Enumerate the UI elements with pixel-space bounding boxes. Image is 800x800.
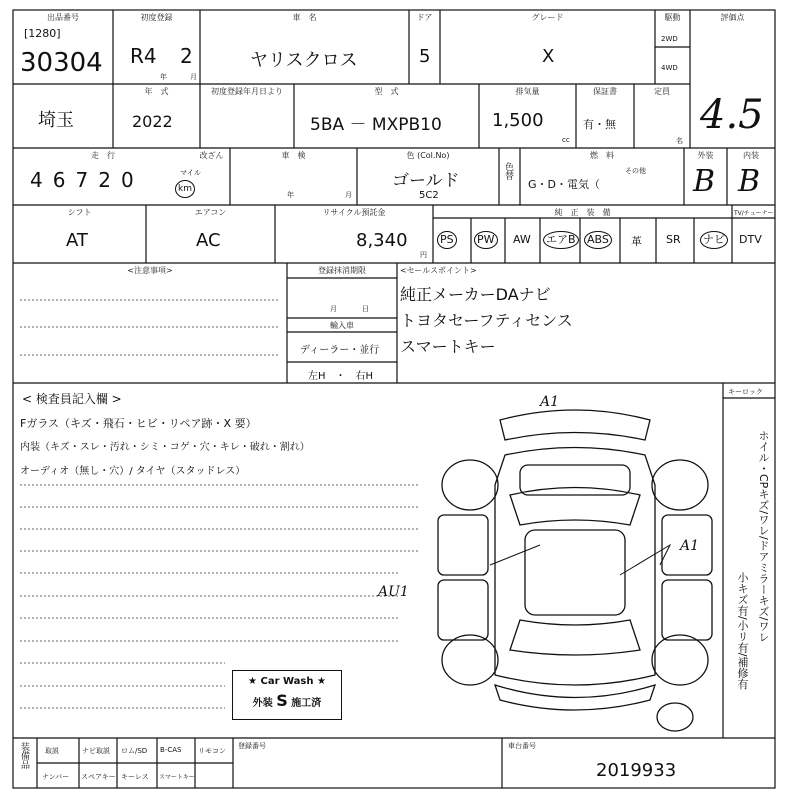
color-value: ゴールド bbox=[392, 171, 460, 191]
cc-label: 排気量 bbox=[515, 87, 540, 96]
roof-shape bbox=[525, 530, 625, 615]
car-diagram bbox=[430, 395, 720, 735]
mileage-digit: 4 bbox=[30, 168, 43, 192]
mileage-digit: 6 bbox=[52, 168, 66, 192]
mileage-digit: 7 bbox=[75, 168, 89, 192]
equip-sunroof: SR bbox=[666, 233, 681, 246]
grade-label: グレード bbox=[531, 13, 564, 22]
import-value: ディーラー・並行 bbox=[300, 345, 380, 356]
capacity-label: 定員 bbox=[654, 87, 670, 96]
mileage-label: 走 行 bbox=[91, 151, 115, 160]
reg-label: 初度登録 bbox=[140, 13, 173, 22]
capacity-unit: 名 bbox=[676, 137, 683, 145]
lot-sub: [1280] bbox=[24, 27, 61, 40]
exterior-label: 外装 bbox=[697, 151, 714, 160]
score-value: 4.5 bbox=[700, 92, 764, 138]
right-rear-door-shape bbox=[662, 580, 712, 640]
equip-leather: 革 bbox=[631, 235, 642, 248]
interior-label: 内装 bbox=[743, 151, 759, 160]
sales-point: 純正メーカーDAナビ bbox=[400, 285, 551, 304]
front-right-wheel-shape bbox=[652, 460, 708, 510]
recycle-value: 8,340 bbox=[356, 230, 408, 251]
equip-abs: ABS bbox=[584, 231, 612, 249]
car-wash-suffix: 施工済 bbox=[291, 698, 322, 709]
rear-right-wheel-shape bbox=[652, 635, 708, 685]
windshield-shape bbox=[510, 488, 640, 526]
rear-window-shape bbox=[510, 620, 640, 655]
sales-label: <セールスポイント> bbox=[400, 266, 477, 275]
car-wash-stamp bbox=[232, 670, 342, 720]
ac-value: AC bbox=[196, 230, 221, 251]
item-remote: リモコン bbox=[198, 747, 226, 755]
fuel-other: その他 bbox=[625, 167, 646, 175]
inspector-line-glass: Fガラス（キズ・飛石・ヒビ・リペア跡・X 要） bbox=[20, 417, 257, 430]
rear-bumper-shape bbox=[495, 685, 655, 710]
mileage-digits bbox=[30, 168, 134, 192]
mileage-digit: 2 bbox=[98, 168, 111, 192]
door-count: 5 bbox=[419, 46, 431, 67]
lot-label: 出品番号 bbox=[47, 13, 79, 22]
shift-label: シフト bbox=[67, 208, 92, 217]
mileage-digit: 0 bbox=[120, 168, 134, 192]
sales-points bbox=[400, 282, 573, 360]
reg-year-unit: 年 bbox=[160, 73, 167, 81]
exterior-grade: B bbox=[693, 164, 716, 199]
item-bcas: B-CAS bbox=[160, 746, 182, 754]
reg-month-unit: 月 bbox=[190, 73, 197, 81]
region: 埼玉 bbox=[38, 110, 74, 131]
damage-note: 小キズ有/小リ有/補修有 bbox=[736, 572, 749, 690]
rear-left-wheel-shape bbox=[442, 635, 498, 685]
registration-month-unit: 月 bbox=[330, 305, 337, 313]
cc-unit: cc bbox=[562, 136, 570, 144]
drive-label: 駆動 bbox=[664, 13, 681, 22]
door-label: ドア bbox=[416, 13, 433, 22]
fuel-label: 燃 料 bbox=[590, 151, 614, 160]
model-year-label: 年 式 bbox=[144, 87, 169, 96]
recycle-unit: 円 bbox=[420, 251, 427, 259]
key-lock-label: キーロック bbox=[728, 388, 763, 396]
reg-month: 2 bbox=[180, 44, 193, 68]
registration-day-unit: 日 bbox=[362, 305, 369, 313]
equip-pw: PW bbox=[474, 231, 498, 249]
equip-navi: ナビ bbox=[700, 231, 728, 249]
model-label: 型 式 bbox=[374, 87, 399, 96]
inspector-line-audio: オーディオ（無し・穴）/ タイヤ（スタッドレス） bbox=[20, 466, 246, 477]
sales-point: トヨタセーフティセンス bbox=[400, 311, 573, 330]
interior-grade: B bbox=[738, 164, 761, 199]
item-navi-manual: ナビ取説 bbox=[82, 747, 110, 755]
grade-value: X bbox=[542, 46, 555, 67]
item-keyless: キーレス bbox=[121, 773, 149, 781]
equip-aw: AW bbox=[513, 233, 531, 246]
car-wash-prefix: 外装 bbox=[252, 698, 273, 709]
item-plate: ナンバー bbox=[42, 773, 70, 781]
wheel-note: ホイル・CPキズ/ワレ/ドアミラーキズ/ワレ bbox=[757, 430, 770, 643]
front-left-wheel-shape bbox=[442, 460, 498, 510]
mark-right: A1 bbox=[680, 538, 700, 554]
color-label: 色 (Col.No) bbox=[406, 151, 450, 160]
warranty-label: 保証書 bbox=[593, 87, 617, 96]
equip-dtv: DTV bbox=[739, 233, 762, 246]
meter-label: 改ざん bbox=[199, 151, 224, 160]
handle-value: 左H ・ 右H bbox=[308, 371, 374, 382]
equip-label: 純 正 装 備 bbox=[554, 208, 611, 217]
item-manual: 取説 bbox=[45, 747, 59, 755]
left-rear-door-shape bbox=[438, 580, 488, 640]
car-name: ヤリスクロス bbox=[250, 50, 358, 71]
fuel-value: G・D・電気（ bbox=[528, 178, 600, 191]
spare-circle-shape bbox=[657, 703, 693, 731]
left-front-door-shape bbox=[438, 515, 488, 575]
drive-4wd: 4WD bbox=[661, 64, 678, 72]
import-label: 輸入車 bbox=[330, 321, 354, 330]
mileage-unit: km bbox=[175, 180, 195, 198]
chassis-number: 2019933 bbox=[596, 760, 677, 781]
inspection-label: 車 検 bbox=[281, 151, 306, 160]
inspector-title: < 検査員記入欄 > bbox=[22, 392, 122, 406]
mileage-mile: マイル bbox=[180, 169, 201, 177]
inspection-year-unit: 年 bbox=[287, 191, 294, 199]
ac-label: エアコン bbox=[194, 208, 227, 217]
caution-label: <注意事項> bbox=[127, 266, 173, 275]
drive-2wd: 2WD bbox=[661, 35, 678, 43]
front-bumper-shape bbox=[500, 410, 650, 440]
item-rom-sd: ロム/SD bbox=[121, 747, 148, 755]
tv-label: TV/チューナー bbox=[734, 210, 774, 217]
body-shape bbox=[495, 448, 655, 686]
displacement: 1,500 bbox=[492, 110, 544, 131]
model-code: 5BA － MXPB10 bbox=[310, 115, 442, 135]
equip-airbag: エアB bbox=[543, 231, 579, 249]
inspector-line-interior: 内装（キズ・スレ・汚れ・シミ・コゲ・穴・キレ・破れ・割れ） bbox=[20, 442, 310, 453]
accessories-label: 装備品 bbox=[19, 742, 29, 769]
car-wash-grade-row bbox=[233, 691, 341, 710]
color-number: 5C2 bbox=[419, 190, 439, 201]
reg-from-label: 初度登録年月日より bbox=[211, 87, 283, 96]
car-wash-title: ★ Car Wash ★ bbox=[248, 676, 326, 687]
reg-no-label: 登録番号 bbox=[238, 742, 266, 750]
recycle-label: リサイクル預託金 bbox=[322, 208, 386, 217]
mark-left: AU1 bbox=[378, 584, 409, 600]
lot-number: 30304 bbox=[20, 48, 103, 78]
name-label: 車 名 bbox=[292, 13, 317, 22]
equip-ps: PS bbox=[437, 231, 457, 249]
reg-era: R4 bbox=[130, 44, 157, 68]
shift-value: AT bbox=[66, 230, 88, 251]
chassis-label: 車台番号 bbox=[508, 742, 536, 750]
inspection-month-unit: 月 bbox=[345, 191, 352, 199]
model-year: 2022 bbox=[132, 112, 173, 131]
car-wash-grade: S bbox=[276, 691, 288, 710]
registration-label: 登録抹消期限 bbox=[318, 266, 366, 275]
item-smart-key: スマートキー bbox=[159, 774, 195, 781]
sales-point: スマートキー bbox=[400, 337, 496, 356]
color-change-label: 色替 bbox=[503, 162, 513, 180]
score-label: 評価点 bbox=[720, 13, 745, 22]
item-spare-key: スペアキー bbox=[81, 773, 116, 781]
mark-front: A1 bbox=[540, 394, 560, 410]
warranty-value: 有・無 bbox=[583, 118, 616, 131]
